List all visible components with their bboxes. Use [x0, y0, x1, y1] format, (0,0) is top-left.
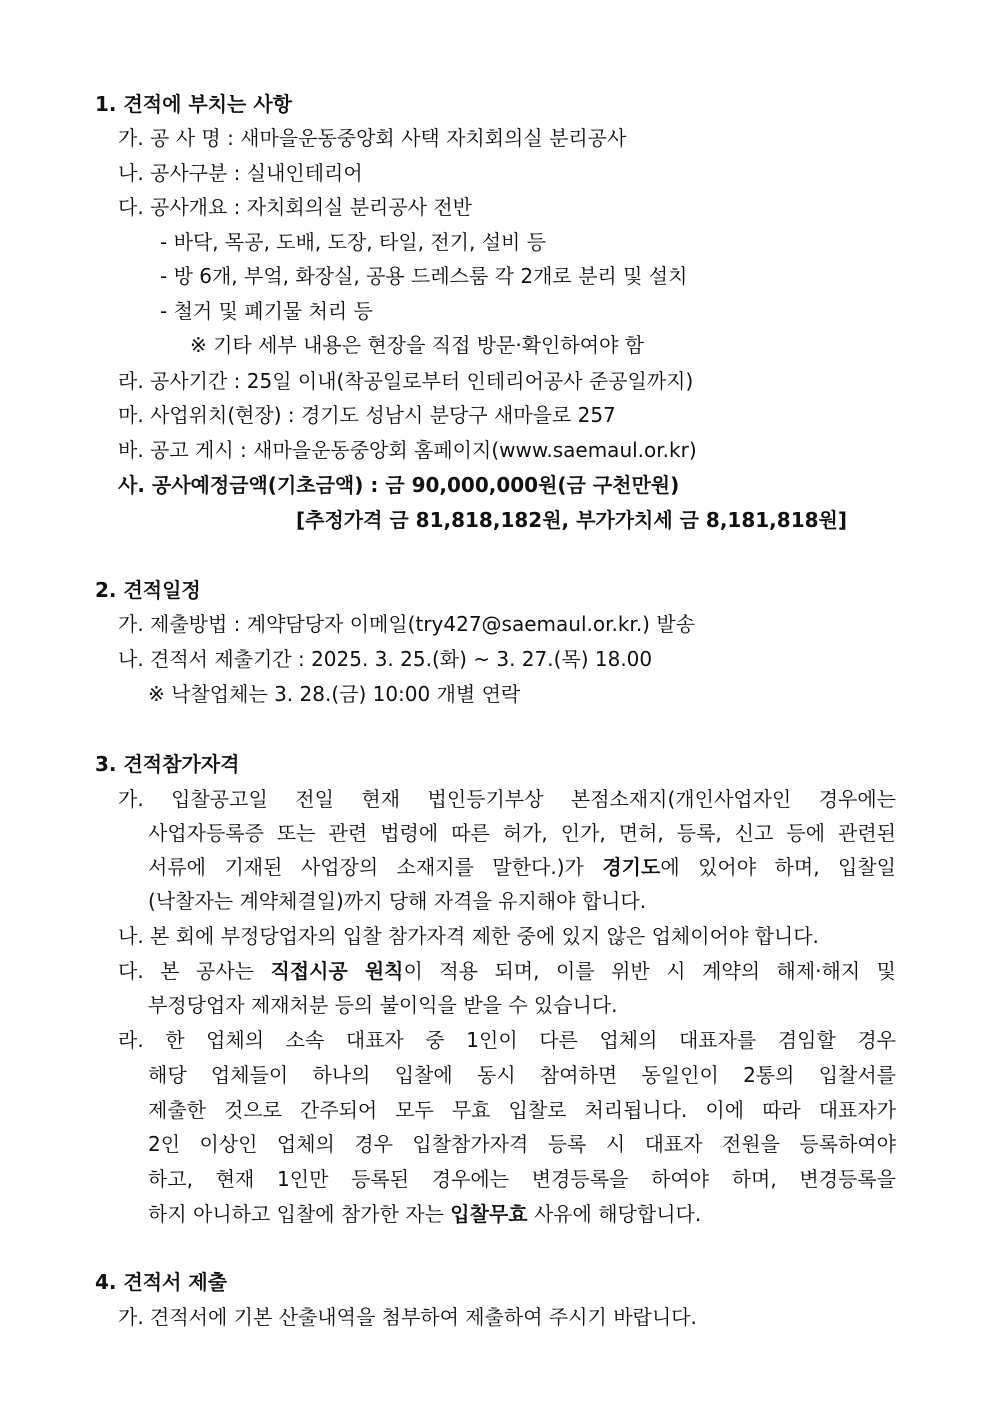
s3-item-ra-line3: 제출한 것으로 간주되어 모두 무효 입찰로 처리됩니다. 이에 따라 대표자가 [148, 1098, 896, 1122]
s3-ra6-text-c: 사유에 해당합니다. [527, 1202, 702, 1226]
s3-item-ra-line2: 해당 업체들이 하나의 입찰에 동시 참여하면 동일인이 2통의 입찰서를 [148, 1063, 896, 1087]
section-2-title: 2. 견적일정 [95, 578, 201, 602]
s3-ga3-text-a: 서류에 기재된 사업장의 소재지를 말한다.)가 [148, 855, 603, 879]
s2-note: ※ 낙찰업체는 3. 28.(금) 10:00 개별 연락 [148, 682, 521, 706]
s1-bullet-2: - 방 6개, 부엌, 화장실, 공용 드레스룸 각 2개로 분리 및 설치 [160, 264, 688, 288]
s2-item-na: 나. 견적서 제출기간 : 2025. 3. 25.(화) ~ 3. 27.(목) 18.00 [118, 647, 653, 671]
s1-item-ba: 바. 공고 게시 : 새마을운동중앙회 홈페이지(www.saemaul.or.kr) [118, 438, 697, 462]
s3-ga3-text-c: 에 있어야 하며, 입찰일 [660, 855, 896, 879]
s3-ra6-text-a: 하지 아니하고 입찰에 참가한 자는 [148, 1202, 451, 1226]
section-4-title: 4. 견적서 제출 [95, 1270, 228, 1294]
s3-item-da-line2: 부정당업자 제재처분 등의 불이익을 받을 수 있습니다. [148, 993, 618, 1017]
section-1-title: 1. 견적에 부치는 사항 [95, 92, 292, 116]
s1-bullet-3: - 철거 및 폐기물 처리 등 [160, 299, 373, 323]
s3-item-ga-line3 [148, 850, 896, 884]
section-3-title: 3. 견적참가자격 [95, 752, 240, 776]
s4-item-ga: 가. 견적서에 기본 산출내역을 첨부하여 제출하여 주시기 바랍니다. [118, 1305, 697, 1329]
s3-item-ga-line1: 가. 입찰공고일 전일 현재 법인등기부상 본점소재지(개인사업자인 경우에는 [118, 787, 896, 811]
s3-da1-emphasis: 직접시공 원칙 [270, 959, 404, 983]
s3-item-ra-line6 [148, 1197, 701, 1231]
s1-note: ※ 기타 세부 내용은 현장을 직접 방문·확인하여야 함 [190, 333, 645, 357]
s3-item-ga-line2: 사업자등록증 또는 관련 법령에 따른 허가, 인가, 면허, 등록, 신고 등에 관련된 [148, 821, 896, 845]
s3-item-na: 나. 본 회에 부정당업자의 입찰 참가자격 제한 중에 있지 않은 업체이어야 합니다. [118, 924, 819, 948]
s3-item-ga-line4: (낙찰자는 계약체결일)까지 당해 자격을 유지해야 합니다. [148, 889, 647, 913]
s3-da1-text-c: 이 적용 되며, 이를 위반 시 계약의 해제·해지 및 [403, 959, 896, 983]
s1-item-na: 나. 공사구분 : 실내인테리어 [118, 161, 363, 185]
s1-item-sa-detail: [추정가격 금 81,818,182원, 부가가치세 금 8,181,818원] [296, 508, 847, 532]
s3-ga3-emphasis: 경기도 [602, 855, 661, 879]
s1-item-ga: 가. 공 사 명 : 새마을운동중앙회 사택 자치회의실 분리공사 [118, 126, 627, 150]
s1-item-da: 다. 공사개요 : 자치회의실 분리공사 전반 [118, 195, 473, 219]
s3-da1-text-a: 다. 본 공사는 [118, 959, 271, 983]
s1-item-sa: 사. 공사예정금액(기초금액) : 금 90,000,000원(금 구천만원) [118, 473, 680, 497]
s3-item-ra-line5: 하고, 현재 1인만 등록된 경우에는 변경등록을 하여야 하며, 변경등록을 [148, 1167, 896, 1191]
s3-item-ra-line4: 2인 이상인 업체의 경우 입찰참가자격 등록 시 대표자 전원을 등록하여야 [148, 1132, 896, 1156]
s3-ra6-emphasis: 입찰무효 [450, 1202, 528, 1226]
s1-item-ma: 마. 사업위치(현장) : 경기도 성남시 분당구 새마을로 257 [118, 403, 616, 427]
s3-item-ra-line1: 라. 한 업체의 소속 대표자 중 1인이 다른 업체의 대표자를 겸임할 경우 [118, 1028, 896, 1052]
s3-item-da-line1 [118, 954, 896, 988]
s1-bullet-1: - 바닥, 목공, 도배, 도장, 타일, 전기, 설비 등 [160, 230, 547, 254]
s1-item-ra: 라. 공사기간 : 25일 이내(착공일로부터 인테리어공사 준공일까지) [118, 369, 694, 393]
s2-item-ga: 가. 제출방법 : 계약담당자 이메일(try427@saemaul.or.kr.) 발송 [118, 612, 695, 636]
